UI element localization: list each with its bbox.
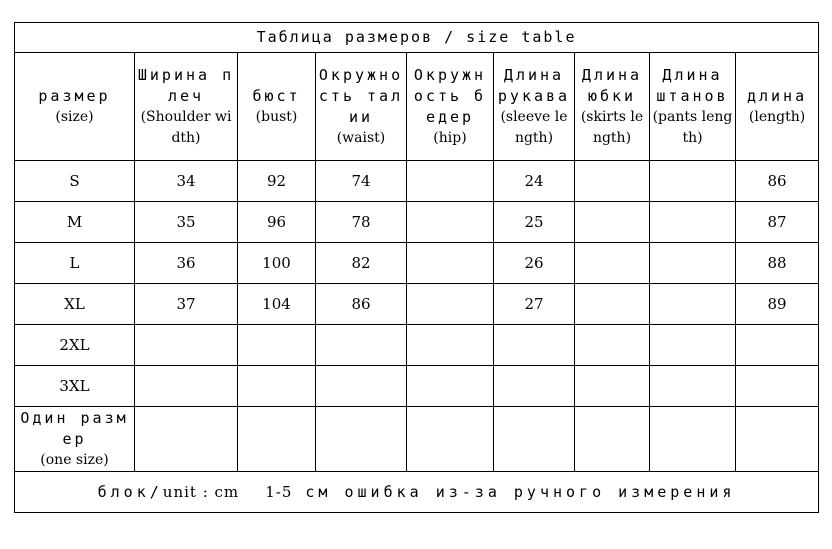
column-header-ru: бюст bbox=[252, 86, 301, 105]
one-size-cell bbox=[494, 407, 575, 472]
measurement-cell bbox=[650, 366, 736, 407]
measurement-cell bbox=[407, 366, 494, 407]
table-title: Таблица размеров / size table bbox=[15, 23, 819, 53]
measurement-cell bbox=[650, 325, 736, 366]
one-size-label-ru: Один размер bbox=[20, 408, 129, 448]
measurement-cell: 25 bbox=[494, 202, 575, 243]
measurement-cell: 88 bbox=[736, 243, 819, 284]
column-header bbox=[135, 53, 238, 161]
one-size-cell bbox=[238, 407, 316, 472]
measurement-cell bbox=[650, 161, 736, 202]
column-header-ru: Длина рукава bbox=[497, 65, 571, 105]
measurement-cell: 87 bbox=[736, 202, 819, 243]
measurement-cell bbox=[575, 325, 650, 366]
footer-row bbox=[15, 472, 819, 513]
footer-prefix: блок/ bbox=[97, 482, 163, 501]
measurement-cell bbox=[650, 202, 736, 243]
measurement-cell: 74 bbox=[316, 161, 407, 202]
table-row bbox=[15, 325, 819, 366]
column-header-en: (length) bbox=[748, 108, 806, 125]
column-header-en: (bust) bbox=[255, 108, 298, 125]
measurement-cell bbox=[650, 284, 736, 325]
column-header bbox=[650, 53, 736, 161]
measurement-cell: 37 bbox=[135, 284, 238, 325]
measurement-cell: 86 bbox=[316, 284, 407, 325]
measurement-cell: 82 bbox=[316, 243, 407, 284]
one-size-row bbox=[15, 407, 819, 472]
size-label: 2XL bbox=[15, 325, 135, 366]
column-header-ru: Ширина плеч bbox=[137, 65, 235, 105]
column-header-ru: Длина штанов bbox=[656, 65, 729, 105]
size-label: S bbox=[15, 161, 135, 202]
column-header bbox=[407, 53, 494, 161]
measurement-cell bbox=[316, 325, 407, 366]
table-row bbox=[15, 243, 819, 284]
size-label: L bbox=[15, 243, 135, 284]
measurement-cell: 100 bbox=[238, 243, 316, 284]
measurement-cell bbox=[494, 325, 575, 366]
measurement-cell: 35 bbox=[135, 202, 238, 243]
measurement-cell bbox=[575, 202, 650, 243]
measurement-cell bbox=[736, 325, 819, 366]
measurement-cell: 89 bbox=[736, 284, 819, 325]
column-header-ru: Длина юбки bbox=[581, 65, 643, 105]
measurement-cell bbox=[575, 161, 650, 202]
column-header-en: (pants length) bbox=[652, 108, 733, 146]
measurement-cell: 96 bbox=[238, 202, 316, 243]
measurement-cell bbox=[650, 243, 736, 284]
measurement-cell: 34 bbox=[135, 161, 238, 202]
column-header-ru: длина bbox=[746, 86, 808, 105]
column-header-ru: Окружность бедер bbox=[413, 65, 487, 126]
measurement-cell: 27 bbox=[494, 284, 575, 325]
measurement-cell bbox=[407, 325, 494, 366]
column-header bbox=[316, 53, 407, 161]
measurement-cell: 26 bbox=[494, 243, 575, 284]
measurement-cell bbox=[407, 284, 494, 325]
measurement-cell bbox=[575, 243, 650, 284]
column-header bbox=[736, 53, 819, 161]
measurement-cell: 36 bbox=[135, 243, 238, 284]
column-header-ru: размер bbox=[38, 86, 111, 105]
measurement-cell bbox=[238, 366, 316, 407]
column-header bbox=[15, 53, 135, 161]
footer-note: см ошибка из-за ручного измерения bbox=[305, 482, 736, 501]
one-size-cell bbox=[407, 407, 494, 472]
header-row bbox=[15, 53, 819, 161]
column-header-en: (Shoulder width) bbox=[140, 108, 232, 146]
one-size-cell bbox=[650, 407, 736, 472]
one-size-label-en: (one size) bbox=[40, 451, 109, 468]
table-row bbox=[15, 202, 819, 243]
measurement-cell bbox=[736, 366, 819, 407]
one-size-cell bbox=[736, 407, 819, 472]
table-body bbox=[15, 161, 819, 407]
table-row bbox=[15, 284, 819, 325]
size-label: XL bbox=[15, 284, 135, 325]
measurement-cell bbox=[407, 202, 494, 243]
size-label: M bbox=[15, 202, 135, 243]
table-row bbox=[15, 366, 819, 407]
column-header-en: (hip) bbox=[433, 129, 467, 146]
measurement-cell: 86 bbox=[736, 161, 819, 202]
measurement-cell bbox=[575, 284, 650, 325]
measurement-cell bbox=[494, 366, 575, 407]
measurement-cell: 104 bbox=[238, 284, 316, 325]
footer-unit: unit : cm bbox=[162, 482, 240, 501]
column-header bbox=[575, 53, 650, 161]
measurement-cell bbox=[135, 325, 238, 366]
measurement-cell: 92 bbox=[238, 161, 316, 202]
one-size-cell bbox=[316, 407, 407, 472]
table-row bbox=[15, 161, 819, 202]
footer-range: 1-5 bbox=[265, 482, 293, 501]
column-header-en: (skirts length) bbox=[580, 108, 644, 146]
measurement-cell bbox=[316, 366, 407, 407]
measurement-cell bbox=[407, 161, 494, 202]
size-table bbox=[14, 22, 819, 513]
measurement-cell: 24 bbox=[494, 161, 575, 202]
column-header-en: (waist) bbox=[336, 129, 386, 146]
measurement-cell bbox=[135, 366, 238, 407]
measurement-cell: 78 bbox=[316, 202, 407, 243]
size-table-page bbox=[14, 22, 818, 539]
column-header bbox=[238, 53, 316, 161]
measurement-cell bbox=[407, 243, 494, 284]
measurement-cell bbox=[575, 366, 650, 407]
column-header-ru: Окружность талии bbox=[318, 65, 404, 126]
one-size-label bbox=[15, 407, 135, 472]
size-label: 3XL bbox=[15, 366, 135, 407]
one-size-cell bbox=[135, 407, 238, 472]
measurement-cell bbox=[238, 325, 316, 366]
column-header bbox=[494, 53, 575, 161]
measurement-note bbox=[15, 472, 819, 513]
column-header-en: (sleeve length) bbox=[500, 108, 568, 146]
one-size-cell bbox=[575, 407, 650, 472]
column-header-en: (size) bbox=[55, 108, 94, 125]
